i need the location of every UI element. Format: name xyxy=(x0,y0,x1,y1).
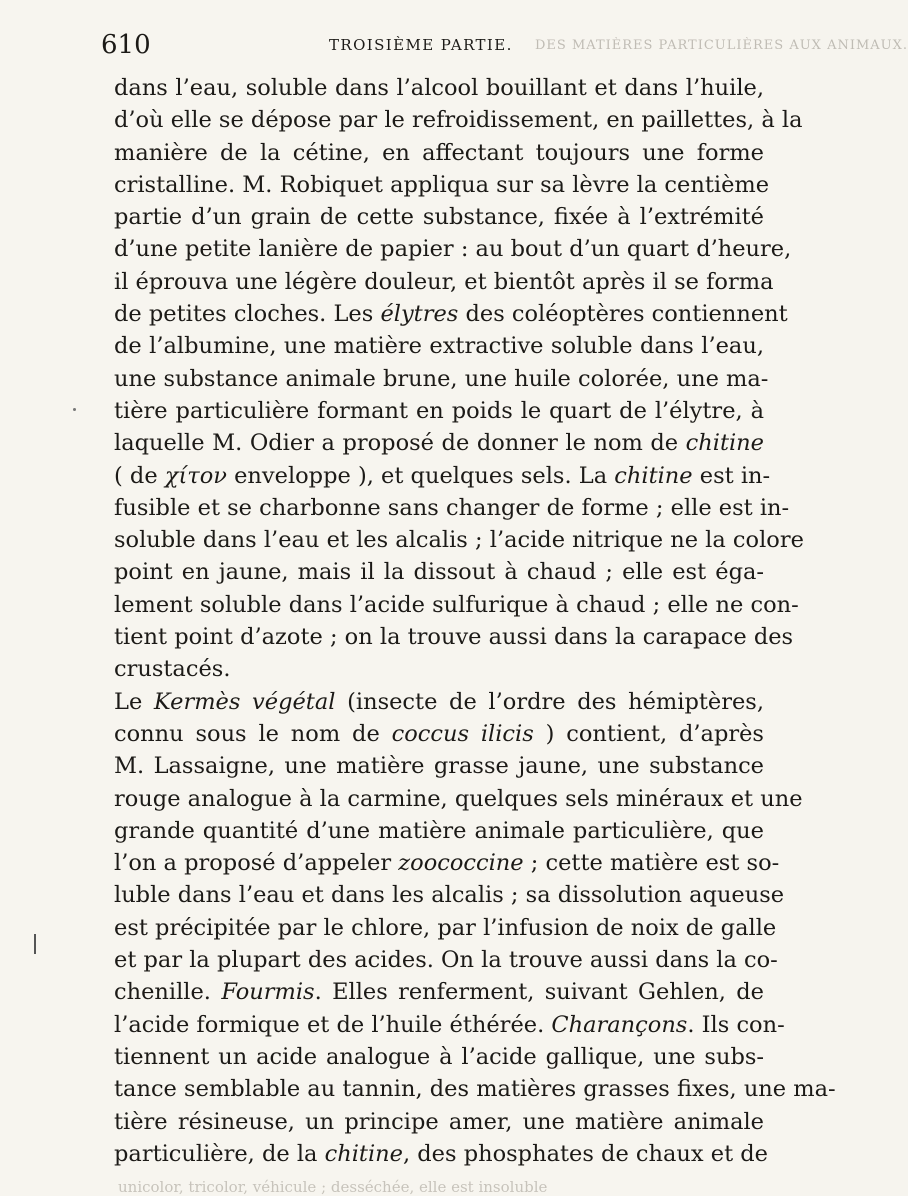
text-line xyxy=(114,783,803,815)
text-run: tiennent un acide analogue à l’acide gallique, une subs- xyxy=(114,1043,764,1070)
text-run: luble dans l’eau et dans les alcalis ; sa dissolution aqueuse xyxy=(114,882,785,909)
text-run: il éprouva une légère douleur, et bientôt après il se forma xyxy=(114,268,774,295)
text-run: manière de la cétine, en affectant toujours une forme xyxy=(114,139,764,166)
text-line xyxy=(114,556,764,588)
italic-term: chitine xyxy=(614,462,693,489)
text-run: ) contient, d’après xyxy=(533,720,764,747)
text-run: . Ils con- xyxy=(687,1011,785,1038)
text-line xyxy=(114,266,774,298)
italic-term: élytres xyxy=(380,301,459,328)
text-line xyxy=(114,233,792,265)
text-run: grande quantité d’une matière animale particulière, que xyxy=(114,817,764,844)
text-line xyxy=(114,815,764,847)
page-number: 610 xyxy=(101,30,151,60)
text-run: connu sous le nom de xyxy=(114,720,392,747)
italic-term: Charançons xyxy=(551,1011,688,1038)
text-line xyxy=(114,847,780,879)
text-run: d’une petite lanière de papier : au bout d’un quart d’heure, xyxy=(114,236,792,263)
text-line xyxy=(114,201,764,233)
text-run: tient point d’azote ; on la trouve aussi dans la carapace des xyxy=(114,624,794,651)
text-line xyxy=(114,427,764,459)
text-run: , des phosphates de chaux et de xyxy=(402,1140,768,1167)
text-run: des coléoptères contiennent xyxy=(458,301,788,328)
italic-term: coccus ilicis xyxy=(391,720,534,747)
margin-mark xyxy=(34,934,36,954)
text-run: laquelle M. Odier a proposé de donner le nom de xyxy=(114,430,686,457)
running-head: TROISIÈME PARTIE. xyxy=(329,36,513,54)
page-header xyxy=(101,30,760,64)
text-line xyxy=(114,1009,785,1041)
text-line xyxy=(114,1073,836,1105)
text-run: enveloppe ), et quelques sels. La xyxy=(226,462,615,489)
text-run: ; cette matière est so- xyxy=(523,850,780,877)
text-line xyxy=(114,524,804,556)
text-run: de l’albumine, une matière extractive soluble dans l’eau, xyxy=(114,333,764,360)
text-run: ( de xyxy=(114,462,165,489)
text-run: M. Lassaigne, une matière grasse jaune, une substance xyxy=(114,753,764,780)
italic-term: Fourmis xyxy=(221,979,315,1006)
italic-term: chitine xyxy=(685,430,764,457)
text-run: l’acide formique et de l’huile éthérée. xyxy=(114,1011,552,1038)
text-line xyxy=(114,718,764,750)
text-line xyxy=(114,750,764,782)
text-line xyxy=(114,976,764,1008)
text-line xyxy=(114,1138,768,1170)
text-run: dans l’eau, soluble dans l’alcool bouillant et dans l’huile, xyxy=(114,75,764,101)
text-line xyxy=(114,912,777,944)
text-run: soluble dans l’eau et les alcalis ; l’acide nitrique ne la colore xyxy=(114,527,804,554)
text-run: chenille. xyxy=(114,979,222,1006)
text-line xyxy=(114,621,794,653)
text-line xyxy=(114,72,764,104)
text-line xyxy=(114,492,790,524)
text-run: partie d’un grain de cette substance, fixée à l’extrémité xyxy=(114,204,764,231)
bleed-through-heading: DES MATIÈRES PARTICULIÈRES AUX ANIMAUX. xyxy=(535,38,908,53)
text-line xyxy=(114,460,771,492)
body-text xyxy=(114,72,836,1170)
text-run: rouge analogue à la carmine, quelques sels minéraux et une xyxy=(114,785,803,812)
text-line xyxy=(114,879,785,911)
text-run: (insecte de l’ordre des hémiptères, xyxy=(335,688,764,715)
text-run: lement soluble dans l’acide sulfurique à chaud ; elle ne con- xyxy=(114,591,799,618)
text-line xyxy=(114,363,769,395)
text-run: est in- xyxy=(692,462,771,489)
text-run: . Elles renferment, suivant Gehlen, de xyxy=(314,979,765,1006)
text-line xyxy=(114,1106,764,1138)
text-line xyxy=(114,137,764,169)
text-run: particulière, de la xyxy=(114,1140,325,1167)
text-run: est précipitée par le chlore, par l’infusion de noix de galle xyxy=(114,914,777,941)
text-run: point en jaune, mais il la dissout à chaud ; elle est éga- xyxy=(114,559,764,586)
text-run: d’où elle se dépose par le refroidissement, en paillettes, à la xyxy=(114,107,803,134)
text-line xyxy=(114,944,778,976)
text-line xyxy=(114,395,764,427)
text-run: l’on a proposé d’appeler xyxy=(114,850,399,877)
text-run: tance semblable au tannin, des matières grasses fixes, une ma- xyxy=(114,1076,836,1103)
italic-term: χίτον xyxy=(164,462,227,489)
italic-term: zoococcine xyxy=(398,850,524,877)
ink-speck xyxy=(73,408,76,411)
text-line xyxy=(114,653,764,685)
text-run: une substance animale brune, une huile colorée, une ma- xyxy=(114,365,769,392)
italic-term: Kermès végétal xyxy=(153,688,336,715)
text-line xyxy=(114,330,764,362)
text-run: Le xyxy=(114,688,154,715)
text-run: tière particulière formant en poids le quart de l’élytre, à xyxy=(114,397,764,424)
text-line xyxy=(114,589,799,621)
text-line xyxy=(114,298,788,330)
text-line xyxy=(114,686,764,718)
text-line xyxy=(114,1041,764,1073)
text-run: tière résineuse, un principe amer, une matière animale xyxy=(114,1108,764,1135)
text-run: cristalline. M. Robiquet appliqua sur sa lèvre la centième xyxy=(114,171,770,198)
text-run: de petites cloches. Les xyxy=(114,301,381,328)
text-run: et par la plupart des acides. On la trouve aussi dans la co- xyxy=(114,947,778,974)
text-line xyxy=(114,104,803,136)
text-run: fusible et se charbonne sans changer de forme ; elle est in- xyxy=(114,494,790,521)
bleed-through-line: unicolor, tricolor, véhicule ; desséchée, elle est insoluble xyxy=(118,1178,548,1196)
text-run: crustacés. xyxy=(114,656,231,683)
italic-term: chitine xyxy=(324,1140,403,1167)
text-line xyxy=(114,169,770,201)
